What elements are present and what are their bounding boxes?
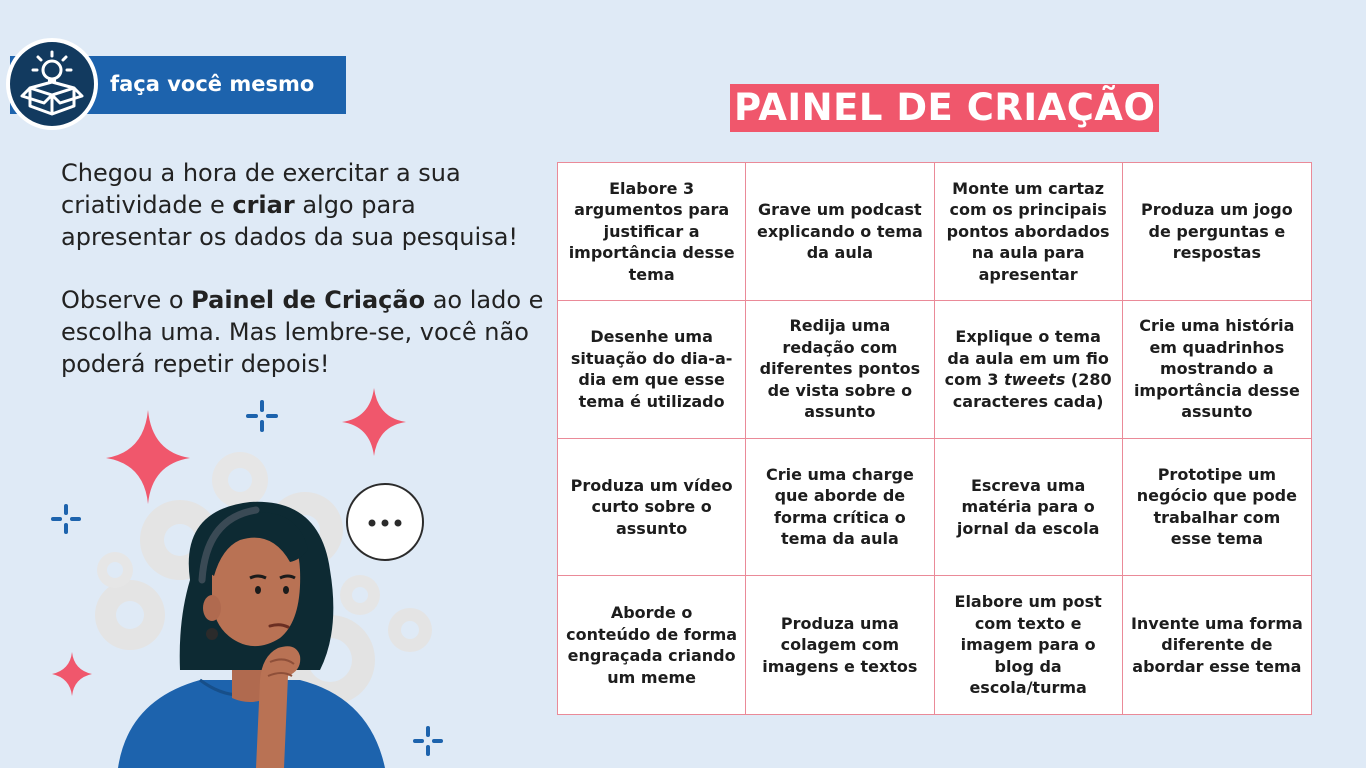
panel-option[interactable]: Escreva uma matéria para o jornal da escola bbox=[935, 439, 1123, 577]
speech-bubble bbox=[347, 484, 423, 560]
gear-icon bbox=[212, 452, 268, 508]
plus-sparkle-icon bbox=[248, 402, 276, 430]
creation-panel-grid bbox=[557, 162, 1312, 715]
panel-option[interactable]: Invente uma forma diferente de abordar esse tema bbox=[1130, 613, 1303, 676]
panel-option-tweets[interactable]: Explique o tema da aula em um fio com 3 tweets (280 caracteres cada) bbox=[935, 301, 1123, 439]
gear-icon bbox=[97, 552, 133, 588]
badge-label: faça você mesmo bbox=[110, 72, 315, 96]
gear-icon bbox=[388, 608, 432, 652]
panel-option[interactable]: Crie uma história em quadrinhos mostrando a importância desse assunto bbox=[1123, 301, 1311, 439]
panel-option[interactable]: Aborde o conteúdo de forma engraçada criando um meme bbox=[558, 576, 746, 714]
panel-option[interactable]: Elabore um post com texto e imagem para o blog da escola/turma bbox=[935, 576, 1123, 714]
panel-option[interactable]: Grave um podcast explicando o tema da aula bbox=[746, 163, 934, 301]
intro-paragraph-1: Chegou a hora de exercitar a sua criatividade e criar algo para apresentar os dados da sua pesquisa! bbox=[61, 159, 519, 251]
panel-option[interactable]: Produza um vídeo curto sobre o assunto bbox=[558, 439, 746, 577]
idea-box-icon bbox=[6, 38, 98, 130]
sparkle-icon bbox=[52, 652, 92, 696]
thinking-woman-illustration bbox=[0, 380, 470, 768]
sparkle-icon bbox=[342, 388, 406, 456]
plus-sparkle-icon bbox=[415, 728, 441, 754]
intro-paragraph-2: Observe o Painel de Criação ao lado e escolha uma. Mas lembre-se, você não poderá repetir depois! bbox=[61, 286, 544, 378]
panel-option[interactable]: Redija uma redação com diferentes pontos de vista sobre o assunto bbox=[746, 301, 934, 439]
gear-icon bbox=[95, 580, 165, 650]
panel-option[interactable]: Produza um jogo de perguntas e respostas bbox=[1123, 163, 1311, 301]
panel-title: PAINEL DE CRIAÇÃO bbox=[730, 84, 1159, 132]
gear-icon bbox=[340, 575, 380, 615]
panel-option[interactable]: Monte um cartaz com os principais pontos abordados na aula para apresentar bbox=[935, 163, 1123, 301]
panel-option[interactable]: Prototipe um negócio que pode trabalhar com esse tema bbox=[1123, 439, 1311, 577]
plus-sparkle-icon bbox=[53, 506, 79, 532]
panel-option[interactable]: Desenhe uma situação do dia-a-dia em que esse tema é utilizado bbox=[558, 301, 746, 439]
intro-text bbox=[61, 157, 551, 411]
panel-option[interactable]: Elabore 3 argumentos para justificar a importância desse tema bbox=[558, 163, 746, 301]
panel-option[interactable]: Produza uma colagem com imagens e textos bbox=[746, 576, 934, 714]
panel-option[interactable]: Crie uma charge que aborde de forma crítica o tema da aula bbox=[746, 439, 934, 577]
sparkle-icon bbox=[106, 410, 190, 504]
